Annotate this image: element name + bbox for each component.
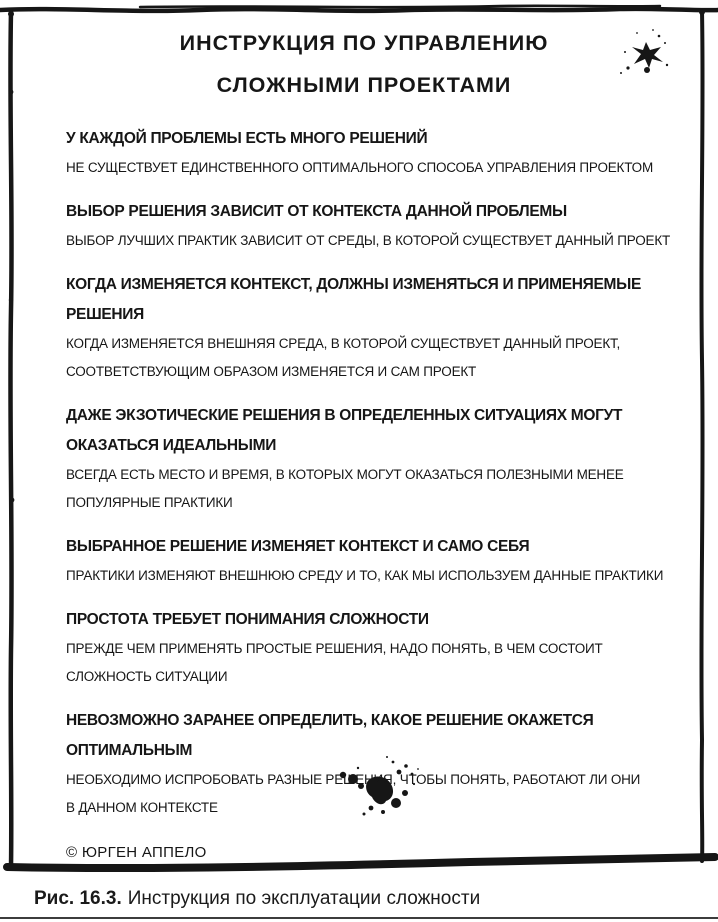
section-body-line: ПОПУЛЯРНЫЕ ПРАКТИКИ [66, 495, 233, 510]
section-body-line: ПРЕЖДЕ ЧЕМ ПРИМЕНЯТЬ ПРОСТЫЕ РЕШЕНИЯ, НАДО ПОНЯТЬ, В ЧЕМ СОСТОИТ [66, 641, 603, 656]
border-right [701, 11, 702, 861]
border-top [0, 9, 718, 11]
section-body-line: НЕОБХОДИМО ИСПРОБОВАТЬ РАЗНЫЕ РЕШЕНИЯ, ЧТОБЫ ПОНЯТЬ, РАБОТАЮТ ЛИ ОНИ [66, 772, 641, 787]
manifesto-section [66, 197, 671, 255]
figure-caption-text: Инструкция по эксплуатации сложности [127, 888, 481, 909]
manifesto-section [66, 401, 662, 517]
section-body-line: КОГДА ИЗМЕНЯЕТСЯ ВНЕШНЯЯ СРЕДА, В КОТОРОЙ СУЩЕСТВУЕТ ДАННЫЙ ПРОЕКТ, [66, 336, 621, 351]
section-heading-line: РЕШЕНИЯ [66, 306, 144, 323]
sections-container [66, 124, 671, 822]
poster-title-line-1: ИНСТРУКЦИЯ ПО УПРАВЛЕНИЮ [179, 31, 549, 55]
figure-caption [34, 888, 480, 910]
section-body-line: ВСЕГДА ЕСТЬ МЕСТО И ВРЕМЯ, В КОТОРЫХ МОГУТ ОКАЗАТЬСЯ ПОЛЕЗНЫМИ МЕНЕЕ [66, 467, 624, 482]
poster-title [66, 22, 662, 106]
manifesto-section [66, 124, 662, 182]
section-heading-line: ВЫБРАННОЕ РЕШЕНИЕ ИЗМЕНЯЕТ КОНТЕКСТ И САМО СЕБЯ [66, 538, 530, 555]
section-heading-line: ДАЖЕ ЭКЗОТИЧЕСКИЕ РЕШЕНИЯ В ОПРЕДЕЛЕННЫХ СИТУАЦИЯХ МОГУТ [66, 407, 623, 424]
copyright-line: © ЮРГЕН АППЕЛО [66, 844, 207, 861]
section-body-line: В ДАННОМ КОНТЕКСТЕ [66, 800, 218, 815]
border-left [10, 12, 11, 866]
border-top-overstroke [140, 6, 660, 7]
section-heading-line: У КАЖДОЙ ПРОБЛЕМЫ ЕСТЬ МНОГО РЕШЕНИЙ [66, 130, 428, 147]
section-body-line: ПРАКТИКИ ИЗМЕНЯЮТ ВНЕШНЮЮ СРЕДУ И ТО, КАК МЫ ИСПОЛЬЗУЕМ ДАННЫЕ ПРАКТИКИ [66, 568, 664, 583]
section-heading-line: ВЫБОР РЕШЕНИЯ ЗАВИСИТ ОТ КОНТЕКСТА ДАННОЙ ПРОБЛЕМЫ [66, 203, 567, 220]
manifesto-section [66, 706, 662, 822]
section-heading-line: ОКАЗАТЬСЯ ИДЕАЛЬНЫМИ [66, 437, 277, 454]
section-body-line: СООТВЕТСТВУЮЩИМ ОБРАЗОМ ИЗМЕНЯЕТСЯ И САМ ПРОЕКТ [66, 364, 477, 379]
section-heading-line: НЕВОЗМОЖНО ЗАРАНЕЕ ОПРЕДЕЛИТЬ, КАКОЕ РЕШЕНИЕ ОКАЖЕТСЯ [66, 712, 594, 729]
section-heading-line: ОПТИМАЛЬНЫМ [66, 742, 193, 759]
manifesto-section [66, 270, 662, 386]
section-body-line: ВЫБОР ЛУЧШИХ ПРАКТИК ЗАВИСИТ ОТ СРЕДЫ, В КОТОРОЙ СУЩЕСТВУЕТ ДАННЫЙ ПРОЕКТ [66, 233, 671, 248]
manifesto-section [66, 605, 662, 691]
section-heading-line: КОГДА ИЗМЕНЯЕТСЯ КОНТЕКСТ, ДОЛЖНЫ ИЗМЕНЯТЬСЯ И ПРИМЕНЯЕМЫЕ [66, 276, 642, 293]
section-body-line: СЛОЖНОСТЬ СИТУАЦИИ [66, 669, 228, 684]
section-heading-line: ПРОСТОТА ТРЕБУЕТ ПОНИМАНИЯ СЛОЖНОСТИ [66, 611, 429, 628]
manifesto-section [66, 532, 662, 590]
section-body-line: НЕ СУЩЕСТВУЕТ ЕДИНСТВЕННОГО ОПТИМАЛЬНОГО СПОСОБА УПРАВЛЕНИЯ ПРОЕКТОМ [66, 160, 653, 175]
figure-caption-label: Рис. 16.3. [34, 888, 122, 909]
caption-divider [0, 917, 718, 919]
poster-title-line-2: СЛОЖНЫМИ ПРОЕКТАМИ [216, 73, 512, 97]
poster-content [66, 14, 671, 861]
